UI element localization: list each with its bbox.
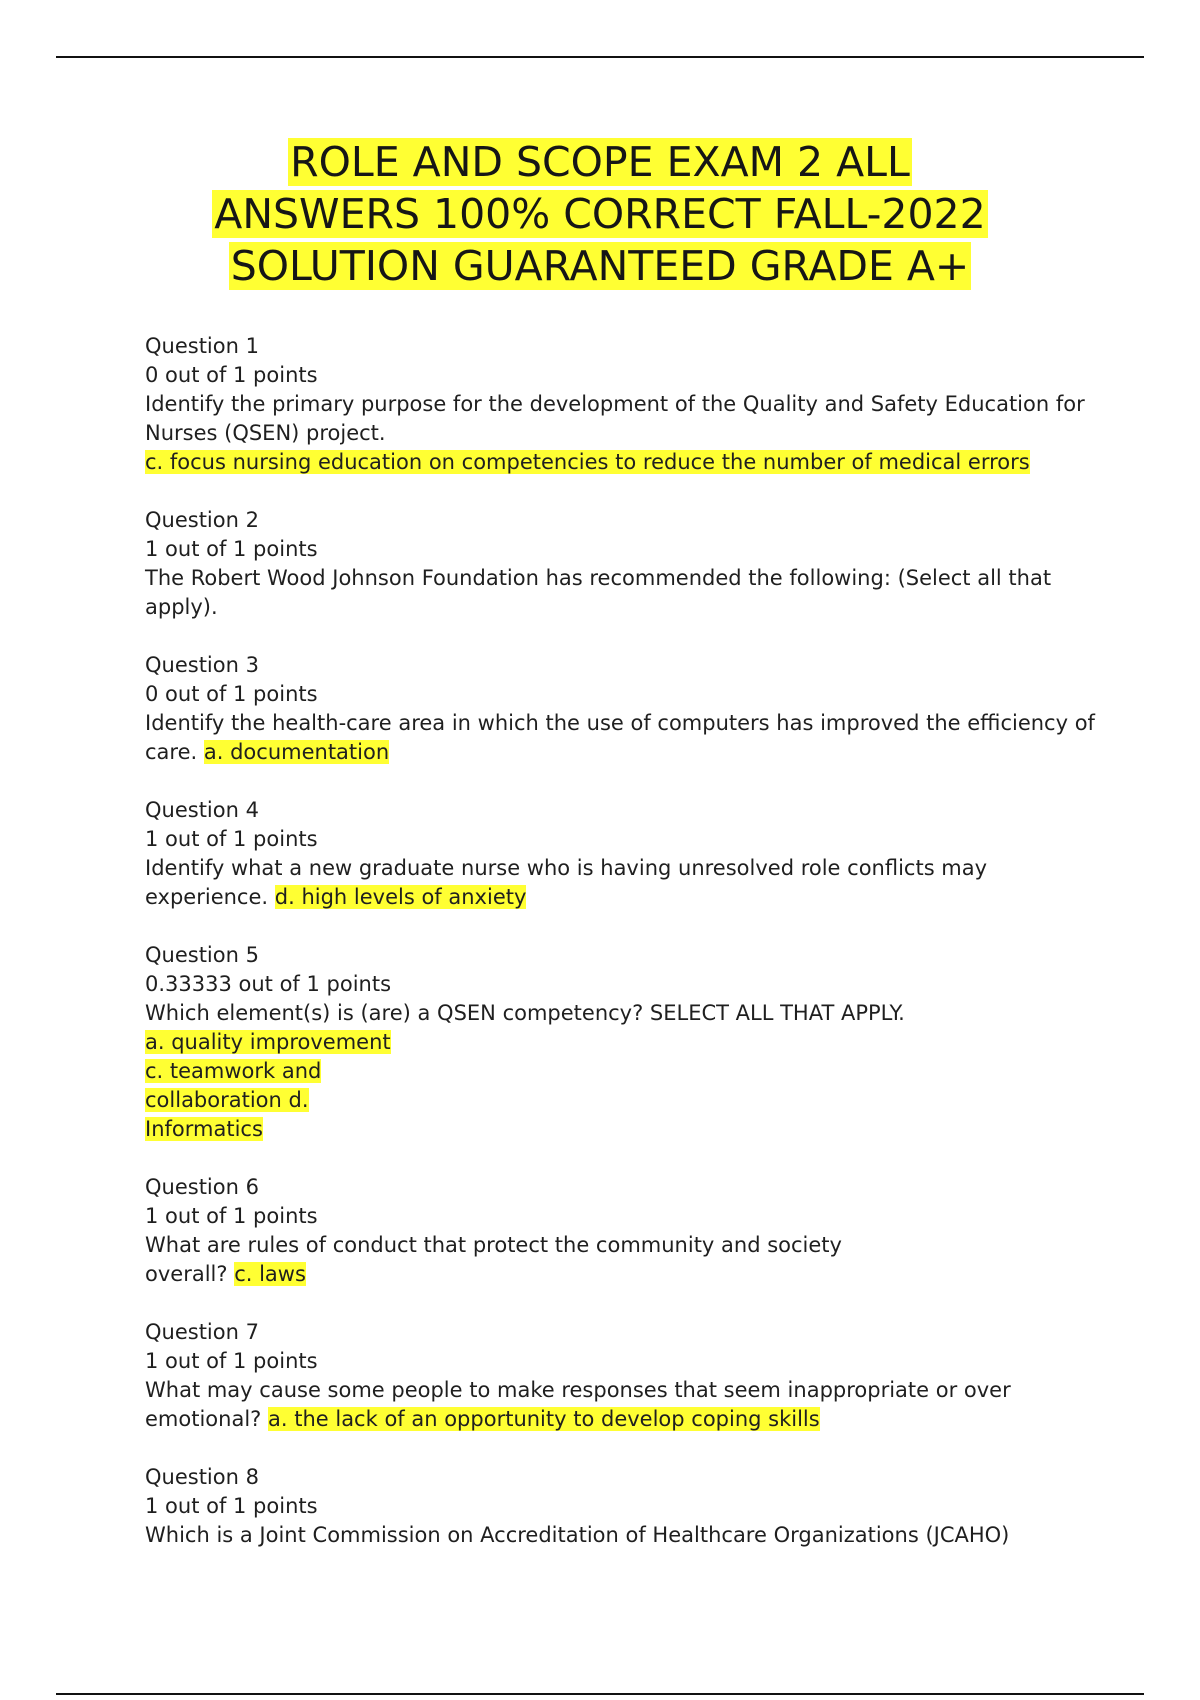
question-score: 1 out of 1 points: [145, 827, 318, 851]
question-score: 1 out of 1 points: [145, 1204, 318, 1228]
question-score: 1 out of 1 points: [145, 1349, 318, 1373]
question-number: Question 6: [145, 1175, 259, 1199]
question-answer: d. high levels of anxiety: [274, 885, 527, 909]
question-prompt: Which element(s) is (are) a QSEN competency? SELECT ALL THAT APPLY.: [145, 1001, 905, 1025]
question-4: [145, 796, 1095, 912]
question-number: Question 5: [145, 943, 259, 967]
question-answer-line: collaboration d.: [145, 1088, 309, 1112]
question-prompt: The Robert Wood Johnson Foundation has recommended the following: (Select all that apply).: [145, 566, 1052, 619]
question-answer-line: c. teamwork and: [145, 1059, 322, 1083]
question-score: 1 out of 1 points: [145, 537, 318, 561]
question-number: Question 7: [145, 1320, 259, 1344]
top-rule: [56, 56, 1144, 58]
question-number: Question 1: [145, 334, 259, 358]
question-answer: a. the lack of an opportunity to develop coping skills: [268, 1407, 820, 1431]
bottom-rule: [56, 1693, 1144, 1695]
question-score: 1 out of 1 points: [145, 1494, 318, 1518]
question-prompt: Identify what a new graduate nurse who is having unresolved role conflicts may experience.: [145, 856, 988, 909]
question-8: [145, 1463, 1095, 1550]
question-7: [145, 1318, 1095, 1434]
question-2: [145, 506, 1095, 622]
question-1: [145, 332, 1095, 477]
question-prompt: Which is a Joint Commission on Accreditation of Healthcare Organizations (JCAHO): [145, 1523, 1010, 1547]
question-number: Question 4: [145, 798, 259, 822]
question-number: Question 2: [145, 508, 259, 532]
question-number: Question 3: [145, 653, 259, 677]
question-prompt: What may cause some people to make responses that seem inappropriate or over emotional?: [145, 1378, 1011, 1431]
question-answer: c. focus nursing education on competencies to reduce the number of medical errors: [145, 450, 1030, 474]
title-line: ANSWERS 100% CORRECT FALL-2022: [214, 190, 986, 238]
question-score: 0 out of 1 points: [145, 363, 318, 387]
question-score: 0 out of 1 points: [145, 682, 318, 706]
question-answer: c. laws: [234, 1262, 306, 1286]
question-3: [145, 651, 1095, 767]
title-line: ROLE AND SCOPE EXAM 2 ALL: [290, 138, 910, 186]
question-score: 0.33333 out of 1 points: [145, 972, 392, 996]
question-prompt: What are rules of conduct that protect the community and society overall?: [145, 1233, 842, 1286]
question-answer-line: Informatics: [145, 1117, 263, 1141]
question-6: [145, 1173, 1095, 1289]
question-5: [145, 941, 1095, 1144]
question-answer: a. quality improvement: [145, 1030, 391, 1054]
question-prompt: Identify the health-care area in which the use of computers has improved the efficiency of care.: [145, 711, 1095, 764]
question-answer: a. documentation: [203, 740, 390, 764]
question-list: [145, 332, 1095, 1579]
question-number: Question 8: [145, 1465, 259, 1489]
title-line: SOLUTION GUARANTEED GRADE A+: [230, 242, 970, 290]
question-prompt: Identify the primary purpose for the development of the Quality and Safety Education for Nurses (QSEN) project.: [145, 392, 1085, 445]
document-title: [100, 136, 1100, 292]
